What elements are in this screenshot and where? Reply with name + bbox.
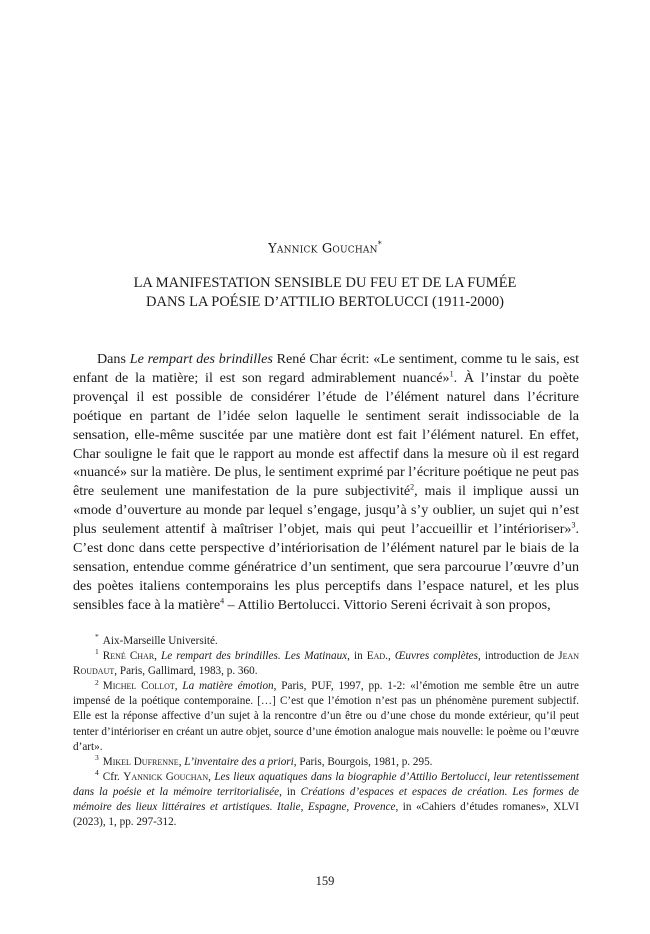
body-span: René Char écrit: «Le sentiment, comme tu le sais, est enfant de la matière; il est son regard admirablement nuancé» [73,351,579,386]
page-number: 159 [315,874,335,888]
footnote-ref-2[interactable]: 2 [410,482,415,492]
footnote-3 [73,755,579,770]
footnote-author: Mikel Dufrenne [102,755,179,768]
author-text: Yannick Gouchan [268,241,378,257]
footnote-author: Jean Roudaut [73,650,580,678]
footnote-4 [73,770,579,830]
body-text [73,350,579,615]
chapter-title-line-1: LA MANIFESTATION SENSIBLE DU FEU ET DE LA FUMÉE [133,275,517,291]
author-footnote-mark: * [377,240,382,249]
footnote-work-title: La matière émotion [182,680,274,693]
footnote-author: Ead. [366,650,388,663]
body-span: . À l’instar du poète provençal il est possible de considérer l’étude de l’élément naturel dans l’écriture poétique en partant de l’idée selon laquelle le sentiment serait indissociable de la sensation, elle-même suscitée par une matière dont est fait l’élément naturel. En effet, Char souligne le fait que le rapport au monde est affectif dans la mesure où il est regard «nuancé» sur la matière. De plus, le sentiment exprimé par l’écriture poétique ne peut pas être seulement une manifestation de la pure subjectivité [73,369,579,500]
footnote-span: , in [347,650,367,663]
footnote-span: , Paris, Bourgois, 1981, p. 295. [293,755,433,768]
footnote-1 [73,649,579,679]
footnotes [73,634,579,830]
footnote-mark: 1 [95,647,99,657]
chapter-title [70,274,580,312]
footnote-span: , [387,650,395,663]
footnote-author: René Char [102,650,155,663]
footnote-span: , Paris, Gallimard, 1983, p. 360. [114,665,258,678]
footnote-span: Cfr. [102,770,124,783]
footnote-work-title: L’inventaire des a priori [184,755,294,768]
body-paragraph [73,350,579,615]
footnote-work-title: Créations d’espaces et espaces de création. Les formes de mémoire des lieux littéraires et artistiques. Italie, Espagne, Provence [73,785,579,814]
footnote-work-title: Les lieux aquatiques dans la biographie d’Attilio Bertolucci, leur retentissement dans la poésie et la mémoire territorialisée [73,770,580,798]
footnote-author: Michel Collot [102,680,175,693]
body-italic-title: Le rempart des brindilles [129,351,273,367]
footnote-span: , [174,680,183,693]
body-span: Dans [97,351,130,367]
body-span: – Attilio Bertolucci. Vittorio Sereni écrivait à son propos, [224,596,551,613]
footnote-span: , introduction de [478,650,559,663]
footnote-span: , [154,650,162,663]
footnote-star [73,634,579,649]
footnote-mark: * [95,632,99,642]
footnote-work-title: Œuvres complètes [394,650,478,663]
footnote-mark: 4 [95,768,99,778]
author-name [0,240,650,256]
footnote-span: , [178,755,185,768]
footnote-span: , [208,770,215,783]
footnote-ref-4[interactable]: 4 [220,596,225,606]
chapter-title-line-2: DANS LA POÉSIE D’ATTILIO BERTOLUCCI (1911-2000) [146,294,504,310]
footnote-span: , in [279,785,301,798]
footnote-work-title: Le rempart des brindilles. Les Matinaux [161,650,348,663]
footnote-author: Yannick Gouchan [123,770,209,783]
footnote-span: , in «Cahiers d’études romanes», XLVI (2023), 1, pp. 297-312. [73,801,580,829]
footnote-ref-1[interactable]: 1 [449,369,454,379]
footnote-2 [73,679,579,754]
body-span: . C’est donc dans cette perspective d’intériorisation de l’élément naturel par le biais de la sensation, entendue comme génératrice d’un sentiment, que sera parcourue l’œuvre d’un des poètes italiens contemporains les plus perceptifs dans l’espace naturel, et les plus sensibles face à la matière [73,521,579,613]
footnote-mark: 2 [95,677,99,687]
footnote-text: Aix-Marseille Université. [102,635,218,647]
footnote-mark: 3 [95,753,99,763]
footnote-span: , Paris, PUF, 1997, pp. 1-2: «l’émotion me semble être un autre impensé de la poétique contemporaine. […] C’est que l’émotion n’est pas un phénomène purement subjectif. Elle est la réponse affective d’un sujet à la rencontre d’un être ou d’une chose du monde extérieur, qu’il peut tenter d’intérioriser en créant un autre objet, source d’une émotion analogue mais nouvelle: le poème ou l’œuvre d’art». [73,680,579,753]
footnote-ref-3[interactable]: 3 [571,520,576,530]
body-span: , mais il implique aussi un «mode d’ouverture au monde par lequel s’engage, jusqu’à s’y oublier, un sujet qui n’est plus seulement attentif à maîtriser l’objet, mais qui peut l’accueillir et l’intérioriser» [73,483,579,538]
